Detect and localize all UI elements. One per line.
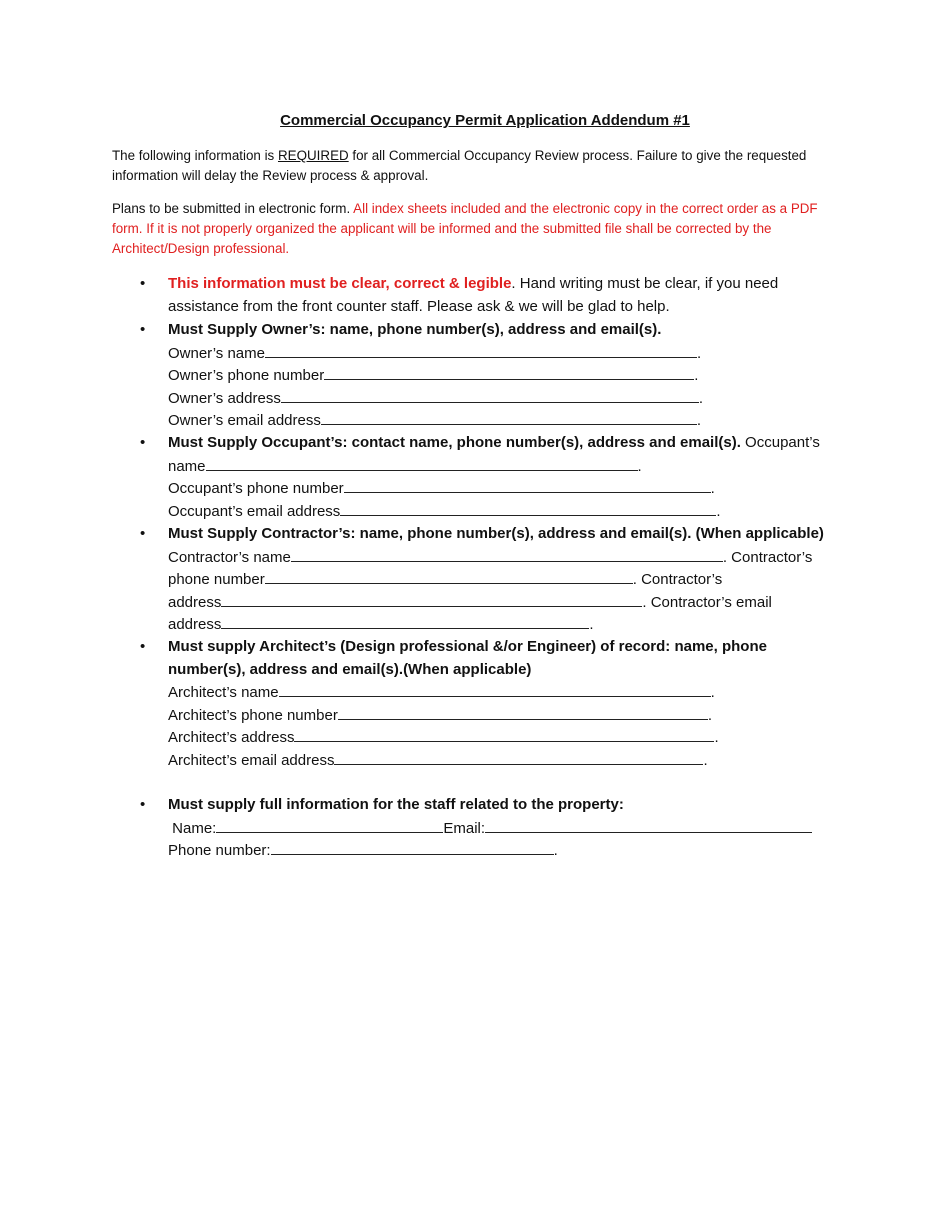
contractor-address-label: address: [168, 593, 222, 611]
architect-address-field[interactable]: [294, 726, 714, 742]
architect-email-field[interactable]: [334, 749, 703, 765]
architect-phone-field[interactable]: [338, 704, 708, 720]
owner-email-label: Owner’s email address: [168, 412, 321, 430]
contractor-phone-label: phone number: [168, 571, 265, 589]
staff-name-label: Name:: [172, 819, 217, 837]
contractor-heading: Must Supply Contractor’s: name, phone number(s), address and email(s). (When applicable): [168, 525, 824, 542]
period: .: [697, 344, 702, 362]
occupant-name-field[interactable]: [206, 455, 638, 471]
occupant-name-label: name: [168, 457, 206, 475]
occupant-email-label: Occupant’s email address: [168, 502, 341, 520]
contractor-address-after: . Contractor’s email: [642, 593, 772, 611]
period: .: [707, 706, 712, 724]
bullet-icon: •: [140, 525, 146, 542]
architect-name-field[interactable]: [279, 681, 711, 697]
architect-heading: Must supply Architect’s (Design professional &/or Engineer) of record: name, phone: [168, 638, 767, 655]
architect-phone-label: Architect’s phone number: [168, 706, 338, 724]
staff-phone-field[interactable]: [271, 839, 554, 855]
intro-paragraph: [112, 146, 842, 186]
bullet-icon: •: [140, 275, 146, 292]
intro-text-before: The following information is: [112, 148, 278, 163]
architect-name-label: Architect’s name: [168, 684, 279, 702]
info-clarity-section: [140, 273, 779, 318]
occupant-heading-tail: Occupant’s: [740, 434, 820, 451]
contractor-name-field[interactable]: [291, 546, 723, 562]
architect-address-label: Architect’s address: [168, 729, 295, 747]
period: .: [553, 842, 558, 860]
owner-email-field[interactable]: [321, 409, 697, 425]
plans-paragraph: [112, 199, 842, 259]
owner-name-label: Owner’s name: [168, 344, 265, 362]
contractor-name-after: . Contractor’s: [722, 548, 813, 566]
staff-heading: Must supply full information for the staff related to the property:: [168, 796, 624, 813]
occupant-heading: Must Supply Occupant’s: contact name, phone number(s), address and email(s).: [168, 434, 741, 451]
staff-email-field[interactable]: [485, 817, 812, 833]
period: .: [694, 367, 699, 385]
occupant-section: [140, 432, 820, 522]
staff-section: [140, 794, 812, 862]
period: .: [696, 412, 702, 430]
bullet-icon: •: [140, 434, 146, 451]
owner-section: [140, 319, 704, 432]
required-text: REQUIRED: [277, 148, 349, 163]
clarity-text-line2: assistance from the front counter staff. Please ask & we will be glad to help.: [168, 297, 670, 315]
contractor-email-label: address: [168, 616, 222, 634]
period: .: [710, 480, 715, 498]
owner-name-field[interactable]: [265, 342, 697, 358]
period: .: [637, 457, 642, 475]
contractor-phone-after: . Contractor’s: [632, 571, 723, 589]
plans-warning-text: All index sheets included and the electronic copy in the correct order as a PDF form. If it is not properly organized the applicant will be informed and the submitted file shall be corrected by the Architect/Design professional.: [112, 201, 818, 256]
contractor-address-field[interactable]: [221, 591, 642, 607]
owner-address-label: Owner’s address: [168, 389, 281, 407]
period: .: [714, 729, 719, 747]
architect-email-label: Architect’s email address: [168, 751, 335, 769]
owner-phone-field[interactable]: [324, 364, 694, 380]
contractor-email-field[interactable]: [221, 613, 589, 629]
plans-text: Plans to be submitted in electronic form.: [112, 201, 354, 216]
contractor-name-label: Contractor’s name: [168, 548, 291, 566]
clarity-text: . Hand writing must be clear, if you need: [511, 275, 779, 292]
occupant-email-field[interactable]: [340, 500, 716, 516]
architect-heading-line2: number(s), address and email(s).(When applicable): [168, 660, 532, 678]
owner-heading: Must Supply Owner’s: name, phone number(s), address and email(s).: [168, 321, 662, 338]
page-title: Commercial Occupancy Permit Application Addendum #1: [280, 112, 690, 129]
contractor-phone-field[interactable]: [265, 568, 633, 584]
clarity-warning: This information must be clear, correct & legible: [168, 275, 512, 292]
occupant-phone-label: Occupant’s phone number: [168, 480, 344, 498]
owner-phone-label: Owner’s phone number: [168, 367, 325, 385]
occupant-phone-field[interactable]: [344, 477, 711, 493]
staff-name-field[interactable]: [216, 817, 443, 833]
contractor-section: [140, 523, 824, 636]
architect-section: [140, 636, 767, 772]
bullet-icon: •: [140, 638, 146, 655]
bullet-icon: •: [140, 796, 146, 813]
intro-text-after: for all Commercial Occupancy Review process. Failure to give the requested information will delay the Review process & approval.: [112, 148, 807, 183]
bullet-icon: •: [140, 321, 146, 338]
staff-phone-label: Phone number:: [168, 842, 271, 860]
period: .: [710, 684, 715, 702]
period: .: [589, 616, 594, 634]
period: .: [698, 389, 704, 407]
staff-email-label: Email:: [443, 819, 486, 837]
period: .: [716, 502, 721, 520]
period: .: [703, 751, 708, 769]
owner-address-field[interactable]: [281, 387, 699, 403]
